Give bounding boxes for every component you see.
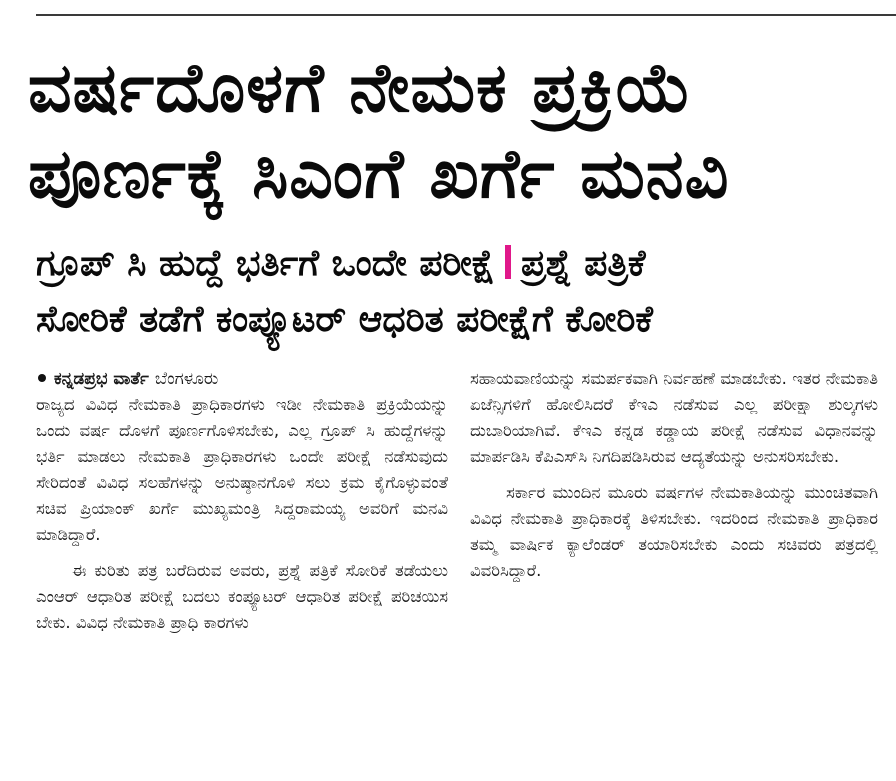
article-column-right <box>470 366 878 584</box>
article-paragraph-4: ಸರ್ಕಾರ ಮುಂದಿನ ಮೂರು ವರ್ಷಗಳ ನೇಮಕಾತಿಯನ್ನು ಮುಂಚಿತವಾಗಿ ವಿವಿಧ ನೇಮಕಾತಿ ಪ್ರಾಧಿಕಾರಕ್ಕೆ ತಿಳಿಸಬೇಕು. ಇದರಿಂದ ನೇಮಕಾತಿ ಪ್ರಾಧಿಕಾರ ತಮ್ಮ ವಾರ್ಷಿಕ ಕ್ಯಾಲೆಂಡರ್ ತಯಾರಿಸಬೇಕು ಎಂದು ಸಚಿವರು ಪತ್ರದಲ್ಲಿ ವಿವರಿಸಿದ್ದಾರೆ. <box>470 483 878 580</box>
headline <box>28 46 888 218</box>
headline-line-1: ವರ್ಷದೊಳಗೆ ನೇಮಕ ಪ್ರಕ್ರಿಯೆ <box>28 49 693 128</box>
article-column-left <box>36 366 448 636</box>
article-paragraph-3: ಸಹಾಯವಾಣಿಯನ್ನು ಸಮರ್ಪಕವಾಗಿ ನಿರ್ವಹಣೆ ಮಾಡಬೇಕು. ಇತರ ನೇಮಕಾತಿ ಏಜೆನ್ಸಿಗಳಿಗೆ ಹೋಲಿಸಿದರೆ ಕೆಇಎ ನಡೆಸುವ ಎಲ್ಲ ಪರೀಕ್ಷಾ ಶುಲ್ಕಗಳು ದುಬಾರಿಯಾಗಿವೆ. ಕೆಇಎ ಕನ್ನಡ ಕಡ್ಡಾಯ ಪರೀಕ್ಷೆ ನಡೆಸುವ ವಿಧಾನವನ್ನು ಮಾರ್ಪಡಿಸಿ ಕೆಪಿಎಸ್‌ಸಿ ನಿಗದಿಪಡಿಸಿರುವ ಆದ್ಯತೆಯನ್ನು ಅನುಸರಿಸಬೇಕು. <box>470 369 878 466</box>
headline-line-2: ಪೂರ್ಣಕ್ಕೆ ಸಿಎಂಗೆ ಖರ್ಗೆ ಮನವಿ <box>28 135 730 214</box>
subheadline-line-2: ಸೋರಿಕೆ ತಡೆಗೆ ಕಂಪ್ಯೂಟರ್ ಆಧರಿತ ಪರೀಕ್ಷೆಗೆ ಕೋರಿಕೆ <box>36 299 653 340</box>
byline-source: ಕನ್ನಡಪ್ರಭ ವಾರ್ತೆ <box>54 369 149 389</box>
subheadline-part-2: ಪ್ರಶ್ನೆ ಪತ್ರಿಕೆ <box>521 243 646 284</box>
subheadline-part-1: ಗ್ರೂಪ್ ಸಿ ಹುದ್ದೆ ಭರ್ತಿಗೆ ಒಂದೇ ಪರೀಕ್ಷೆ <box>36 243 496 284</box>
byline-location: ಬೆಂಗಳೂರು <box>154 369 219 389</box>
byline <box>36 366 448 392</box>
article-paragraph-2: ಈ ಕುರಿತು ಪತ್ರ ಬರೆದಿರುವ ಅವರು, ಪ್ರಶ್ನೆ ಪತ್ರಿಕೆ ಸೋರಿಕೆ ತಡೆಯಲು ಎಂಆರ್ ಆಧಾರಿತ ಪರೀಕ್ಷೆ ಬದಲು ಕಂಪ್ಯೂಟರ್ ಆಧಾರಿತ ಪರೀಕ್ಷೆ ಪರಿಚಯಿಸ ಬೇಕು. ವಿವಿಧ ನೇಮಕಾತಿ ಪ್ರಾಧಿ ಕಾರಗಳು <box>36 561 448 632</box>
bullet-icon <box>38 374 46 382</box>
subheadline-line-1 <box>36 236 886 292</box>
top-rule <box>36 14 896 16</box>
pink-separator-bar <box>505 245 511 279</box>
article-paragraph-1: ರಾಜ್ಯದ ವಿವಿಧ ನೇಮಕಾತಿ ಪ್ರಾಧಿಕಾರಗಳು ಇಡೀ ನೇಮಕಾತಿ ಪ್ರಕ್ರಿಯೆಯನ್ನು ಒಂದು ವರ್ಷ ದೊಳಗೆ ಪೂರ್ಣಗೊಳಿಸಬೇಕು, ಎಲ್ಲ ಗ್ರೂಪ್ ಸಿ ಹುದ್ದೆಗಳನ್ನು ಭರ್ತಿ ಮಾಡಲು ನೇಮಕಾತಿ ಪ್ರಾಧಿಕಾರಗಳು ಒಂದೇ ಪರೀಕ್ಷೆ ನಡೆಸುವುದು ಸೇರಿದಂತೆ ವಿವಿಧ ಸಲಹೆಗಳನ್ನು ಅನುಷ್ಠಾನಗೊಳಿ ಸಲು ಕ್ರಮ ಕೈಗೊಳ್ಳುವಂತೆ ಸಚಿವ ಪ್ರಿಯಾಂಕ್ ಖರ್ಗೆ ಮುಖ್ಯಮಂತ್ರಿ ಸಿದ್ದರಾಮಯ್ಯ ಅವರಿಗೆ ಮನವಿ ಮಾಡಿದ್ದಾರೆ. <box>36 395 448 544</box>
subheadline <box>36 236 886 348</box>
